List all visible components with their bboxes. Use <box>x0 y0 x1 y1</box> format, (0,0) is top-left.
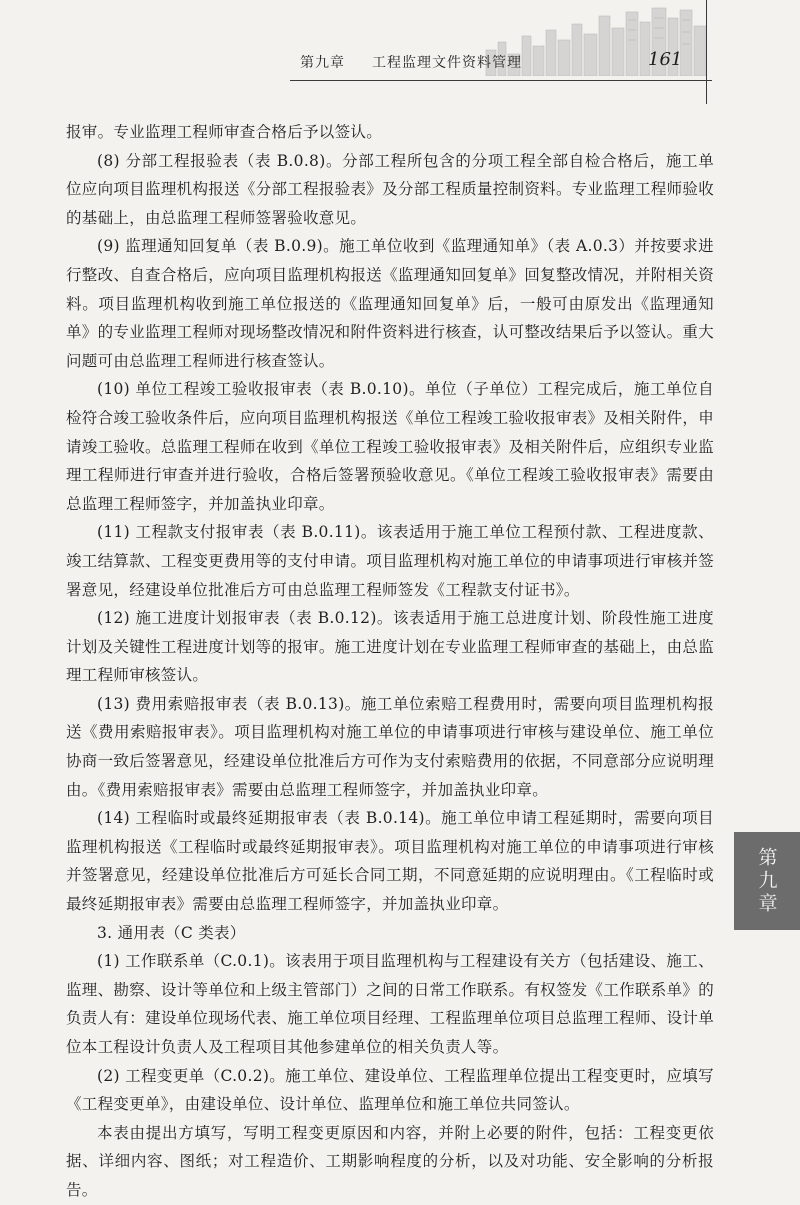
chapter-side-tab-label: 第九章 <box>755 846 778 916</box>
paragraph-item-9: (9) 监理通知回复单（表 B.0.9)。施工单位收到《监理通知单》（表 A.0.3）并按要求进行整改、自查合格后，应向项目监理机构报送《监理通知回复单》回复整改情况，并附相关资料。项目监理机构收到施工单位报送的《监理通知回复单》后，一般可由原发出《监理通知单》的专业监理工程师对现场整改情况和附件资料进行核查，认可整改结果后予以签认。重大问题可由总监理工程师进行核查签认。 <box>66 237 714 370</box>
running-header <box>0 0 800 110</box>
chapter-side-tab <box>734 832 800 930</box>
paragraph-continuation: 报审。专业监理工程师审查合格后予以签认。 <box>66 123 383 141</box>
paragraph-item-12: (12) 施工进度计划报审表（表 B.0.12)。该表适用于施工总进度计划、阶段性施工进度计划及关键性工程进度计划等的报审。施工进度计划在专业监理工程师审查的基础上，由总监理工程师审核签认。 <box>66 609 714 685</box>
paragraph-item-13: (13) 费用索赔报审表（表 B.0.13)。施工单位索赔工程费用时，需要向项目监理机构报送《费用索赔报审表》。项目监理机构对施工单位的申请事项进行审核与建设单位、施工单位协商一致后签署意见，经建设单位批准后方可作为支付索赔费用的依据，不同意部分应说明理由。《费用索赔报审表》需要由总监理工程师签字，并加盖执业印章。 <box>66 694 714 799</box>
header-chapter-label: 第九章 <box>300 55 345 71</box>
paragraph-general-2-notes: 本表由提出方填写，写明工程变更原因和内容，并附上必要的附件，包括：工程变更依据、详细内容、图纸；对工程造价、工期影响程度的分析，以及对功能、安全影响的分析报告。 <box>66 1123 714 1199</box>
paragraph-item-8: (8) 分部工程报验表（表 B.0.8)。分部工程所包含的分项工程全部自检合格后，施工单位应向项目监理机构报送《分部工程报验表》及分部工程质量控制资料。专业监理工程师验收的基础上，由总监理工程师签署验收意见。 <box>66 151 714 227</box>
paragraph-item-10: (10) 单位工程竣工验收报审表（表 B.0.10)。单位（子单位）工程完成后，施工单位自检符合竣工验收条件后，应向项目监理机构报送《单位工程竣工验收报审表》及相关附件，申请竣工验收。总监理工程师在收到《单位工程竣工验收报审表》及相关附件后，应组织专业监理工程师进行审查并进行验收，合格后签署预验收意见。《单位工程竣工验收报审表》需要由总监理工程师签字，并加盖执业印章。 <box>66 380 714 513</box>
paragraph-general-2: (2) 工程变更单（C.0.2)。施工单位、建设单位、工程监理单位提出工程变更时，应填写《工程变更单》，由建设单位、设计单位、监理单位和施工单位共同签认。 <box>66 1066 714 1114</box>
header-chapter-title: 工程监理文件资料管理 <box>372 55 522 71</box>
header-vertical-rule <box>706 0 707 104</box>
section-heading-general-forms: 3. 通用表（C 类表） <box>97 923 246 942</box>
paragraph-item-14: (14) 工程临时或最终延期报审表（表 B.0.14)。施工单位申请工程延期时，需要向项目监理机构报送《工程临时或最终延期报审表》。项目监理机构对施工单位的申请事项进行审核并签署意见，经建设单位批准后方可延长合同工期，不同意延期的应说明理由。《工程临时或最终延期报审表》需要由总监理工程师签字，并加盖执业印章。 <box>66 809 714 914</box>
page-body <box>66 118 714 1205</box>
header-rule <box>290 80 712 81</box>
page-number: 161 <box>648 49 683 70</box>
paragraph-general-1: (1) 工作联系单（C.0.1)。该表用于项目监理机构与工程建设有关方（包括建设、施工、监理、勘察、设计等单位和上级主管部门）之间的日常工作联系。有权签发《工作联系单》的负责人有：建设单位现场代表、施工单位项目经理、工程监理单位项目总监理工程师、设计单位本工程设计负责人及工程项目其他参建单位的相关负责人等。 <box>66 952 714 1056</box>
paragraph-item-11: (11) 工程款支付报审表（表 B.0.11)。该表适用于施工单位工程预付款、工程进度款、竣工结算款、工程变更费用等的支付申请。项目监理机构对施工单位的申请事项进行审核并签署意见，经建设单位批准后方可由总监理工程师签发《工程款支付证书》。 <box>66 523 714 599</box>
